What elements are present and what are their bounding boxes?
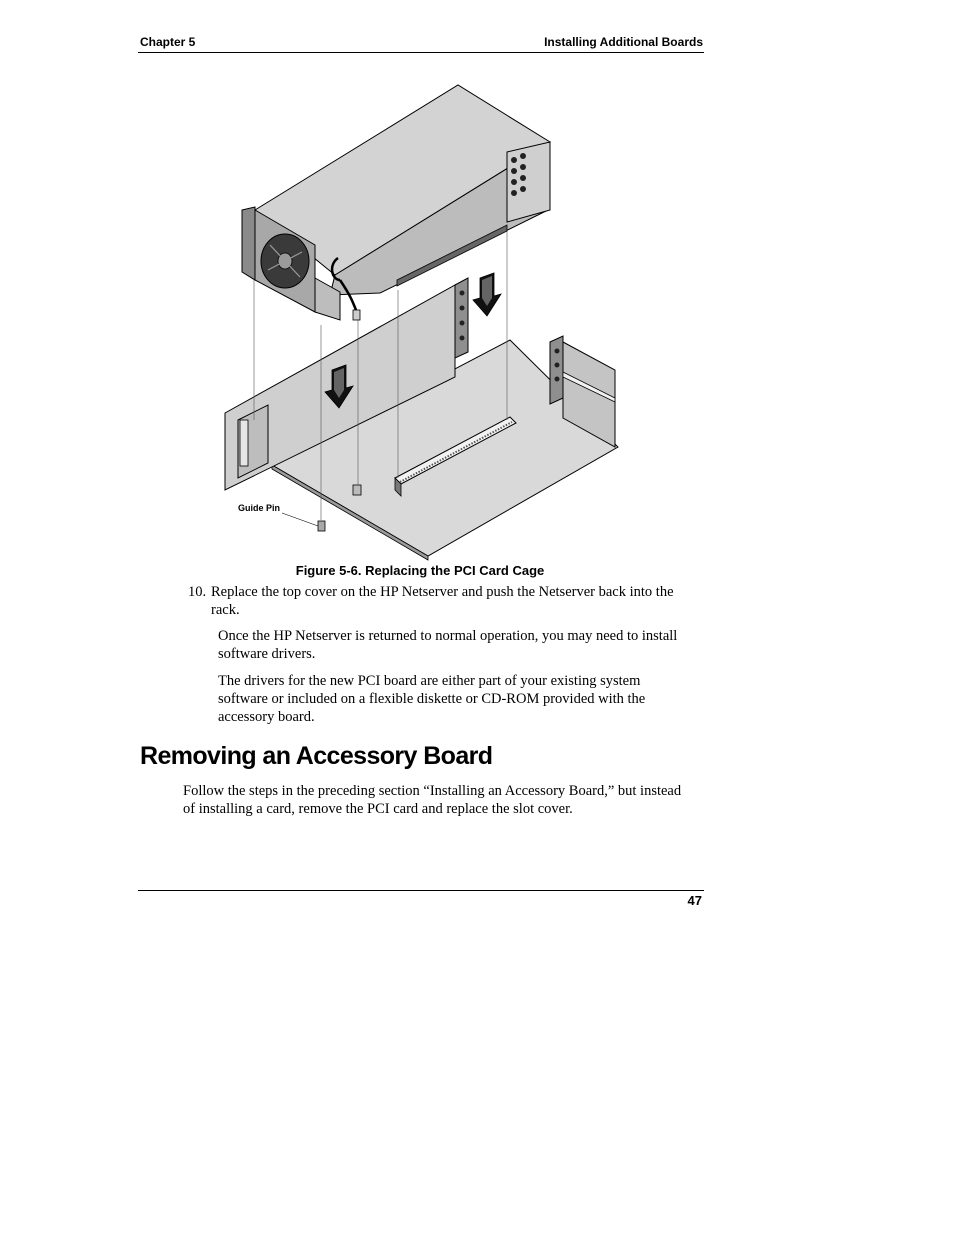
arrow-down-icon (473, 273, 501, 316)
body-paragraph: The drivers for the new PCI board are either part of your existing system software or included on a flexible diskette or CD-ROM provided with the accessory board. (218, 673, 646, 725)
guide-pin-label: Guide Pin (238, 503, 281, 513)
step-number: 10. (188, 584, 207, 600)
header-rule (138, 52, 704, 53)
running-header-section: Installing Additional Boards (544, 35, 703, 49)
step-item (188, 583, 693, 619)
running-header-chapter: Chapter 5 (140, 35, 196, 49)
figure-caption: Figure 5-6. Replacing the PCI Card Cage (295, 563, 545, 578)
pci-card-cage-illustration (220, 80, 630, 565)
step-text: Replace the top cover on the HP Netserver and push the Netserver back into the rack. (211, 584, 674, 618)
guide-pin (318, 521, 325, 531)
section-heading: Removing an Accessory Board (140, 742, 493, 770)
section-body: Follow the steps in the preceding section “Installing an Accessory Board,” but instead of installing a card, remove the PCI card and replace the slot cover. (183, 783, 682, 817)
guide-pin-leader (282, 513, 318, 526)
footer-rule (138, 890, 704, 891)
body-paragraph: Once the HP Netserver is returned to normal operation, you may need to install software drivers. (218, 628, 678, 662)
page-number: 47 (687, 893, 702, 908)
pci-card-cage-figure (220, 80, 630, 565)
